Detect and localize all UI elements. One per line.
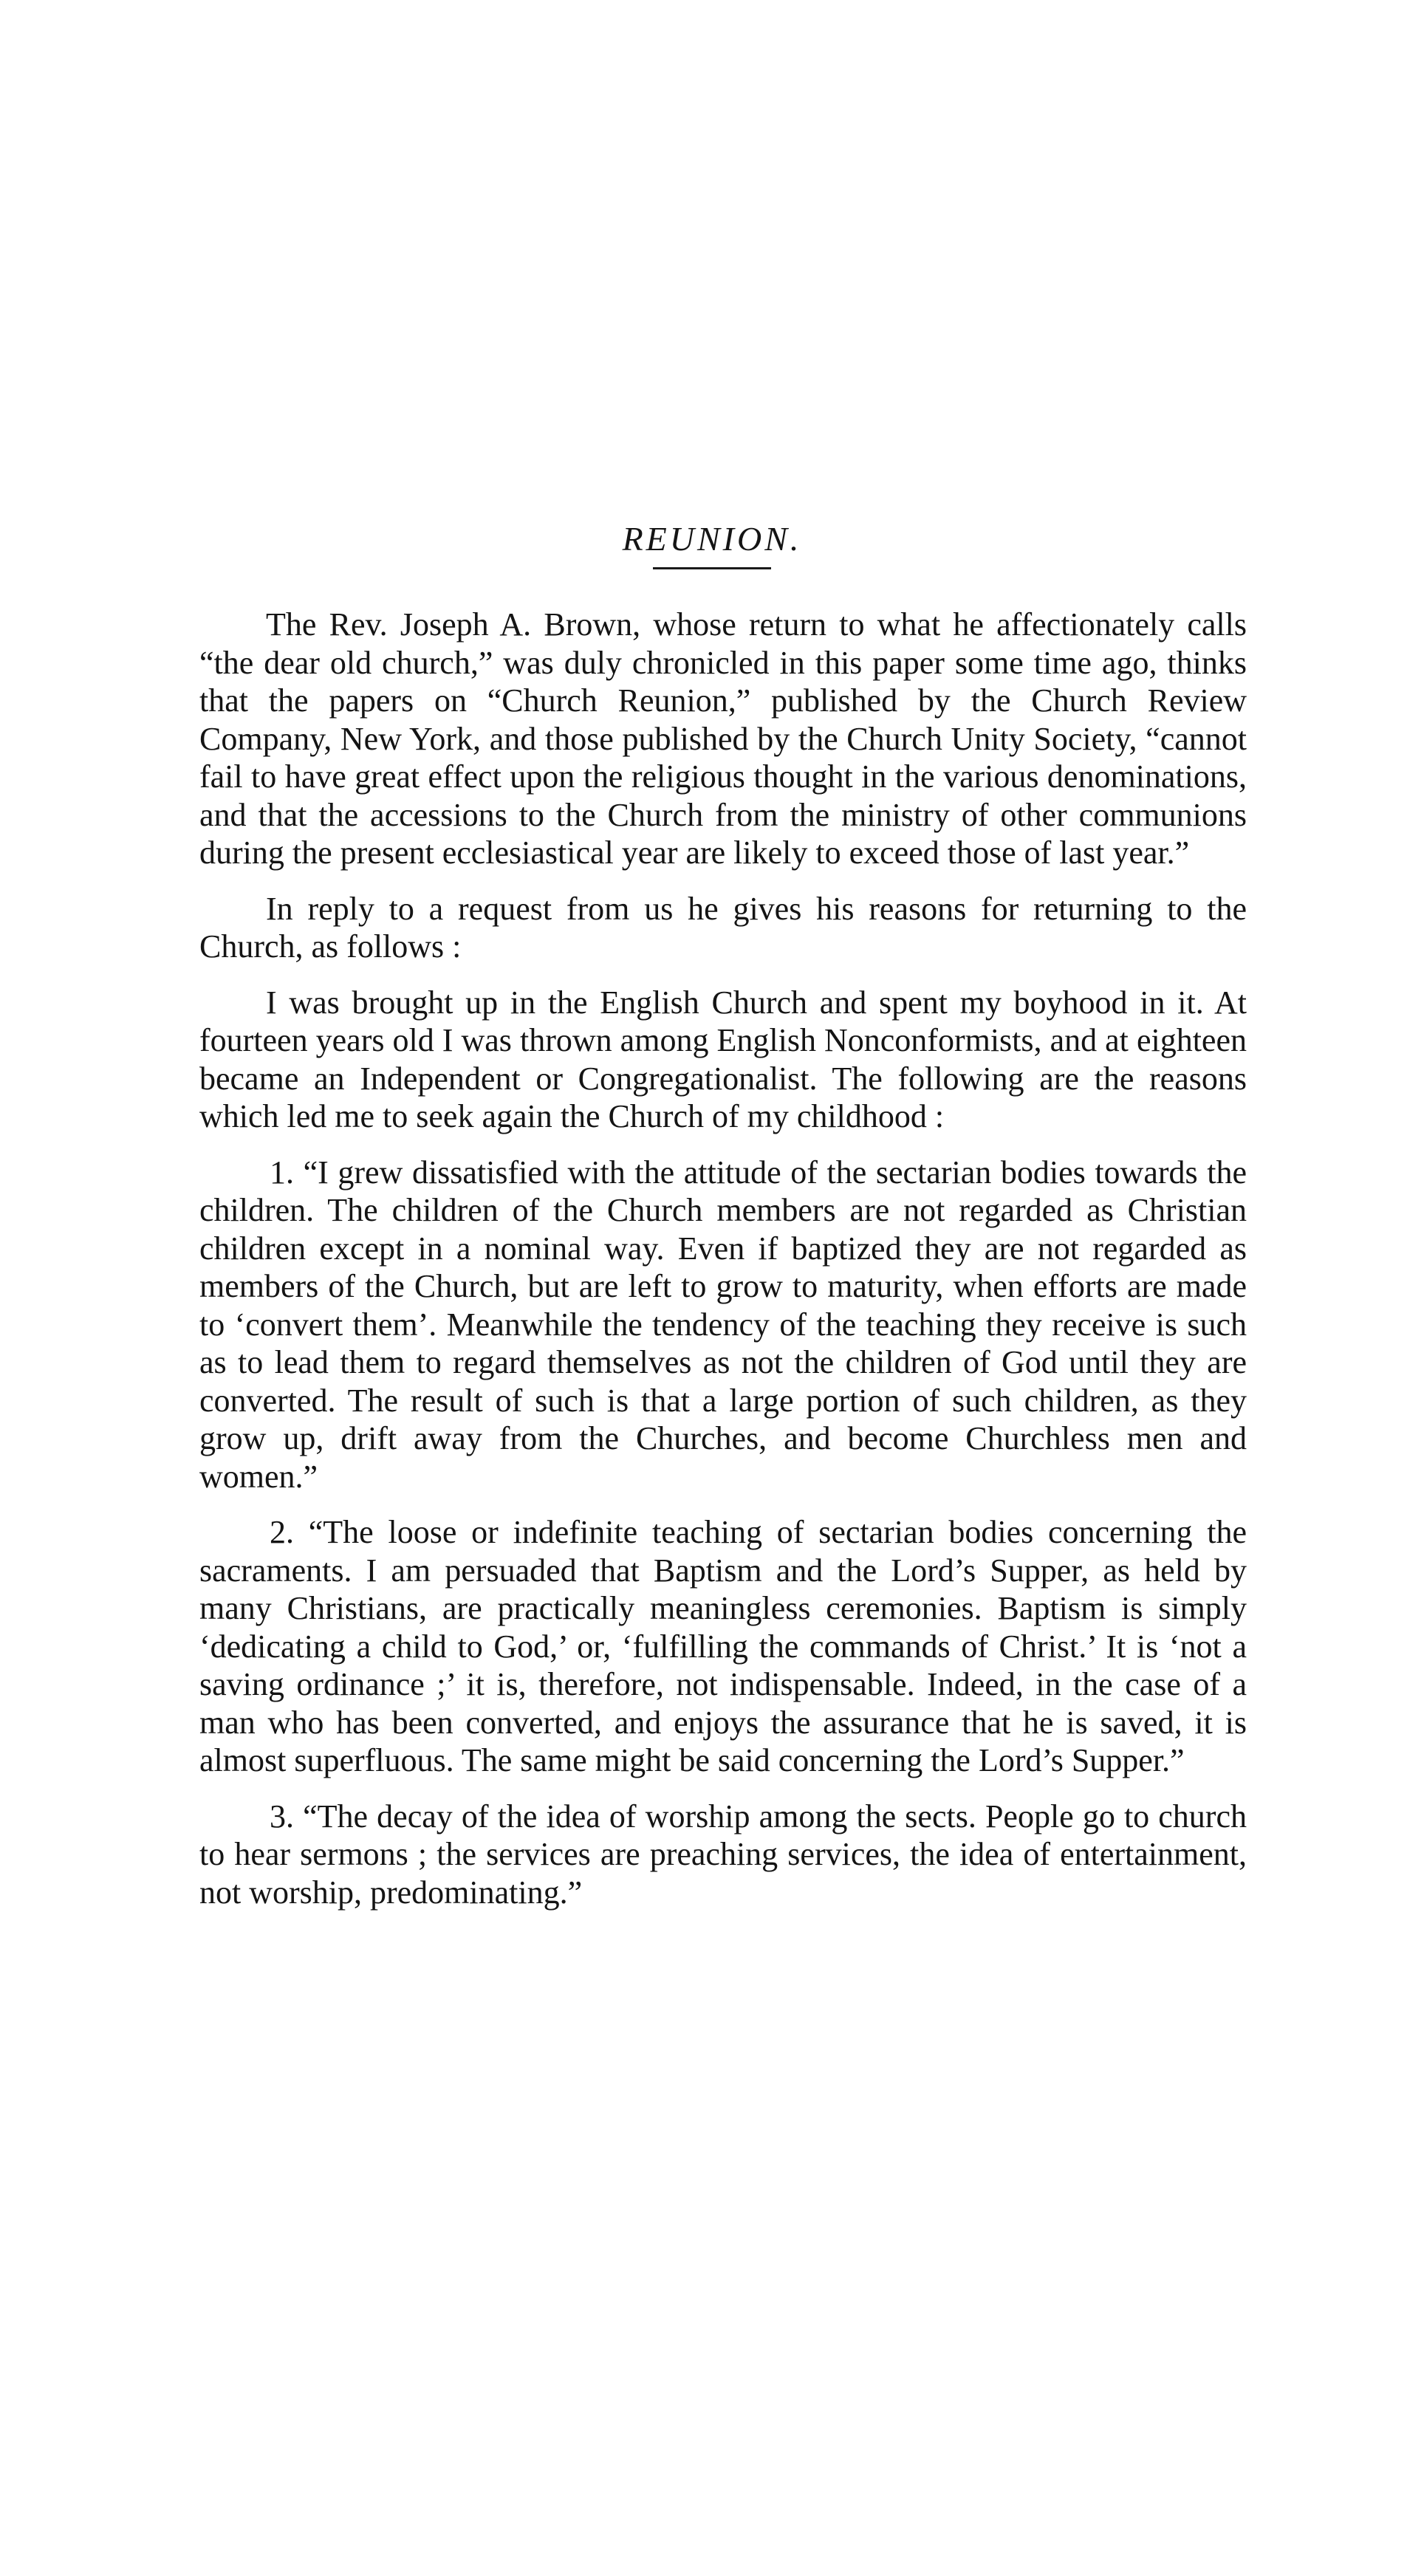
reply-paragraph: In reply to a request from us he gives his reasons for returning to the Church, as follows : [199,890,1247,965]
article-title: REUNION. [622,520,802,558]
reason-1-paragraph: 1. “I grew dissatisfied with the attitude of the sectarian bodies towards the children. The children of the Church members are not regarded as Christian children except in a nominal way. Even if baptized they are not regarded as members of the Church, but are left to grow to maturity, when efforts are made to ‘convert them’. Meanwhile the tendency of the teaching they receive is such as to lead them to regard themselves as not the children of God until they are converted. The result of such is that a large portion of such children, as they grow up, drift away from the Churches, and become Churchless men and women.” [199,1154,1247,1495]
intro-paragraph: The Rev. Joseph A. Brown, whose return to what he affectionately calls “the dear old church,” was duly chronicled in this paper some time ago, thinks that the papers on “Church Reunion,” published by the Church Review Company, New York, and those published by the Church Unity Society, “cannot fail to have great effect upon the religious thought in the various denominations, and that the accessions to the Church from the ministry of other communions during the present ecclesiastical year are likely to exceed those of last year.” [199,606,1247,871]
background-paragraph: I was brought up in the English Church and spent my boyhood in it. At fourteen years old I was thrown among English Nonconformists, and at eighteen became an Independent or Congregationalist. The following are the reasons which led me to seek again the Church of my childhood : [199,984,1247,1134]
article-body [199,606,1247,1929]
reason-3-paragraph: 3. “The decay of the idea of worship among the sects. People go to church to hear sermons ; the services are preaching services, the idea of entertainment, not worship, predominating.” [199,1798,1247,1911]
reason-2-paragraph: 2. “The loose or indefinite teaching of sectarian bodies concerning the sacraments. I am persuaded that Baptism and the Lord’s Supper, as held by many Christians, are practically meaningless ceremonies. Baptism is simply ‘dedicating a child to God,’ or, ‘fulfilling the commands of Christ.’ It is ‘not a saving ordinance ;’ it is, therefore, not indispensable. Indeed, in the case of a man who has been converted, and enjoys the assurance that he is saved, it is almost superfluous. The same might be said concerning the Lord’s Supper.” [199,1514,1247,1778]
title-underline [653,567,771,569]
